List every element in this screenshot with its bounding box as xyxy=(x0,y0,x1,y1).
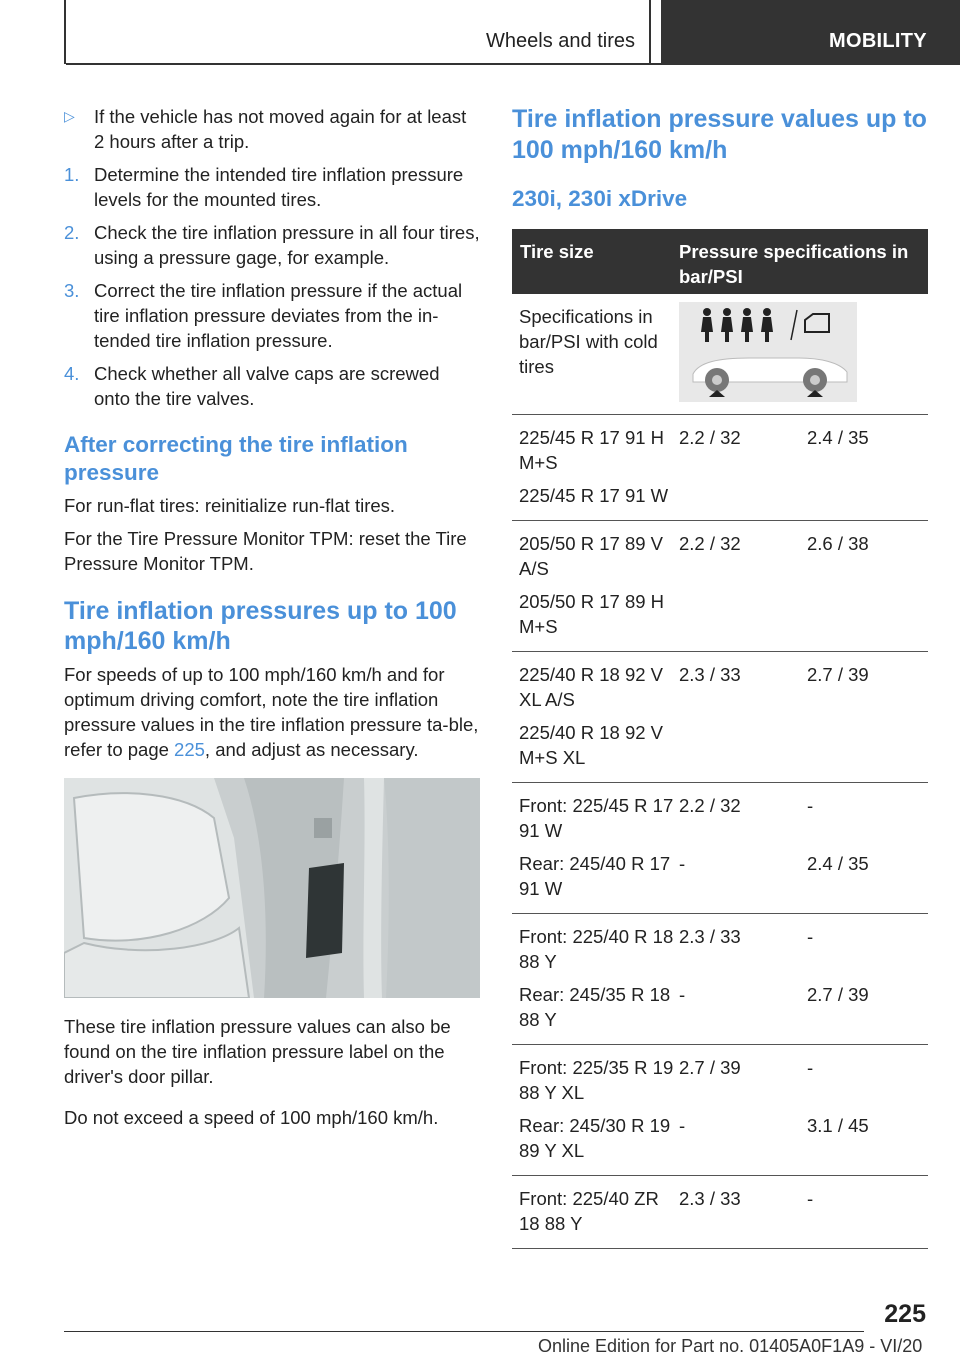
tire-rows xyxy=(512,415,928,1249)
section-title: Wheels and tires xyxy=(486,30,635,52)
heading-up-to: Tire inflation pressures up to 100 mph/160 km/h xyxy=(64,597,457,655)
header-rule xyxy=(66,63,960,65)
table-row xyxy=(512,1045,928,1176)
pressure-normal-cell xyxy=(679,483,807,508)
step-item xyxy=(64,278,480,353)
pressure-loaded-cell xyxy=(807,720,928,770)
pressure-normal-cell: - xyxy=(679,984,686,1005)
steps-list xyxy=(64,162,480,411)
page-link[interactable]: 225 xyxy=(174,739,205,760)
tire-size-cell: 225/45 R 17 91 W xyxy=(519,485,669,506)
triangle-bullet-icon: ▷ xyxy=(64,108,75,124)
footer-rule xyxy=(64,1331,864,1332)
door-pillar-photo xyxy=(64,778,480,998)
pressure-loaded-cell: - xyxy=(807,795,814,816)
para-tpm: For the Tire Pressure Monitor TPM: reset the Tire Pressure Monitor TPM. xyxy=(64,528,467,574)
pressure-normal-cell xyxy=(679,589,807,639)
table-row xyxy=(512,521,928,652)
pressure-normal-cell: 2.2 / 32 xyxy=(679,427,741,448)
pressure-loaded-cell: 2.7 / 39 xyxy=(807,664,869,685)
tire-size-cell: Rear: 245/40 R 17 91 W xyxy=(519,853,671,899)
table-row xyxy=(512,652,928,783)
tire-size-cell: Front: 225/45 R 17 91 W xyxy=(519,795,674,841)
step-number: 2. xyxy=(64,222,80,243)
table-header xyxy=(512,229,928,294)
pressure-loaded-cell: 2.4 / 35 xyxy=(807,853,869,874)
table-subrow xyxy=(512,1055,928,1105)
tire-size-cell: 225/45 R 17 91 H M+S xyxy=(519,427,665,473)
tire-size-cell: Front: 225/35 R 19 88 Y XL xyxy=(519,1057,674,1103)
pressure-normal-cell: - xyxy=(679,853,686,874)
chapter-title: MOBILITY xyxy=(829,30,927,52)
step-number: 4. xyxy=(64,363,80,384)
pressure-normal-cell: 2.7 / 39 xyxy=(679,1057,741,1078)
table-subrow xyxy=(512,793,928,843)
step-text: Correct the tire inflation pressure if the actual tire inflation pressure deviates from the in‐tended tire inflation pressure. xyxy=(94,280,463,351)
pressure-loaded-cell: - xyxy=(807,926,814,947)
tire-size-cell: Rear: 245/30 R 19 89 Y XL xyxy=(519,1115,671,1161)
pressure-normal-cell xyxy=(679,720,807,770)
pressure-normal-cell: 2.3 / 33 xyxy=(679,664,741,685)
step-item xyxy=(64,162,480,212)
table-subrow xyxy=(512,1113,928,1163)
spec-label: Specifications in bar/PSI with cold tires xyxy=(519,306,658,377)
table-row xyxy=(512,415,928,521)
page-number: 225 xyxy=(884,1300,926,1328)
th-pressure: Pressure specifications in bar/PSI xyxy=(679,241,909,287)
table-subrow xyxy=(512,662,928,712)
table-subrow xyxy=(512,720,928,770)
table-subrow xyxy=(512,425,928,475)
tire-size-cell: 205/50 R 17 89 V A/S xyxy=(519,533,663,579)
pressure-loaded-cell: - xyxy=(807,1057,814,1078)
table-row xyxy=(512,914,928,1045)
step-number: 3. xyxy=(64,280,80,301)
header-section xyxy=(66,0,651,63)
step-number: 1. xyxy=(64,164,80,185)
spec-row xyxy=(512,294,928,415)
bullet-item: ▷ If the vehicle has not moved again for at least 2 hours after a trip. xyxy=(64,106,467,152)
tire-size-cell: 225/40 R 18 92 V XL A/S xyxy=(519,664,663,710)
pressure-normal-cell: 2.3 / 33 xyxy=(679,1188,741,1209)
tire-size-cell: Rear: 245/35 R 18 88 Y xyxy=(519,984,671,1030)
tire-size-cell: 205/50 R 17 89 H M+S xyxy=(519,591,665,637)
tire-size-cell: Front: 225/40 ZR 18 88 Y xyxy=(519,1188,659,1234)
pressure-normal-cell: 2.2 / 32 xyxy=(679,533,741,554)
step-text: Check whether all valve caps are screwed onto the tire valves. xyxy=(94,363,440,409)
pressure-loaded-cell: 2.7 / 39 xyxy=(807,984,869,1005)
pressure-loaded-cell: 3.1 / 45 xyxy=(807,1115,869,1136)
pressure-normal-cell: 2.3 / 33 xyxy=(679,926,741,947)
th-tire-size: Tire size xyxy=(520,241,594,262)
table-subrow xyxy=(512,589,928,639)
heading-after-correcting: After correcting the tire inflation pressure xyxy=(64,432,408,485)
para-speeds: For speeds of up to 100 mph/160 km/h and for optimum driving comfort, note the tire inflation pressure values in the tire inflation pressure ta‐ble, refer to page 225, and adjust as necessary. xyxy=(64,664,479,760)
left-column xyxy=(64,104,480,1138)
table-subrow xyxy=(512,851,928,901)
table-subrow xyxy=(512,531,928,581)
para-exceed: Do not exceed a speed of 100 mph/160 km/h. xyxy=(64,1107,439,1128)
step-item xyxy=(64,361,480,411)
pressure-loaded-cell: - xyxy=(807,1188,814,1209)
table-row xyxy=(512,783,928,914)
right-column xyxy=(512,104,928,1249)
step-item xyxy=(64,220,480,270)
table-subrow xyxy=(512,924,928,974)
pressure-loaded-cell xyxy=(807,483,928,508)
pressure-loaded-cell: 2.4 / 35 xyxy=(807,427,869,448)
table-row xyxy=(512,1176,928,1249)
pressure-normal-cell: - xyxy=(679,1115,686,1136)
para-pillar: These tire inflation pressure values can also be found on the tire inflation pressure label on the driver's door pillar. xyxy=(64,1016,451,1087)
pressure-loaded-cell xyxy=(807,589,928,639)
header-chapter xyxy=(661,0,960,65)
edition-note: Online Edition for Part no. 01405A0F1A9 - VI/20 xyxy=(538,1336,923,1356)
tire-size-cell: Front: 225/40 R 18 88 Y xyxy=(519,926,674,972)
table-subrow xyxy=(512,1186,928,1236)
table-subrow xyxy=(512,982,928,1032)
load-condition-icon xyxy=(679,302,857,402)
tire-size-cell: 225/40 R 18 92 V M+S XL xyxy=(519,722,663,768)
pressure-normal-cell: 2.2 / 32 xyxy=(679,795,741,816)
pressure-loaded-cell: 2.6 / 38 xyxy=(807,533,869,554)
step-text: Determine the intended tire inflation pressure levels for the mounted tires. xyxy=(94,164,464,210)
para-runflat: For run-flat tires: reinitialize run-flat tires. xyxy=(64,495,396,516)
table-subrow xyxy=(512,483,928,508)
step-text: Check the tire inflation pressure in all four tires, using a pressure gage, for example. xyxy=(94,222,480,268)
model-heading: 230i, 230i xDrive xyxy=(512,186,688,211)
table-title: Tire inflation pressure values up to 100 mph/160 km/h xyxy=(512,105,927,164)
